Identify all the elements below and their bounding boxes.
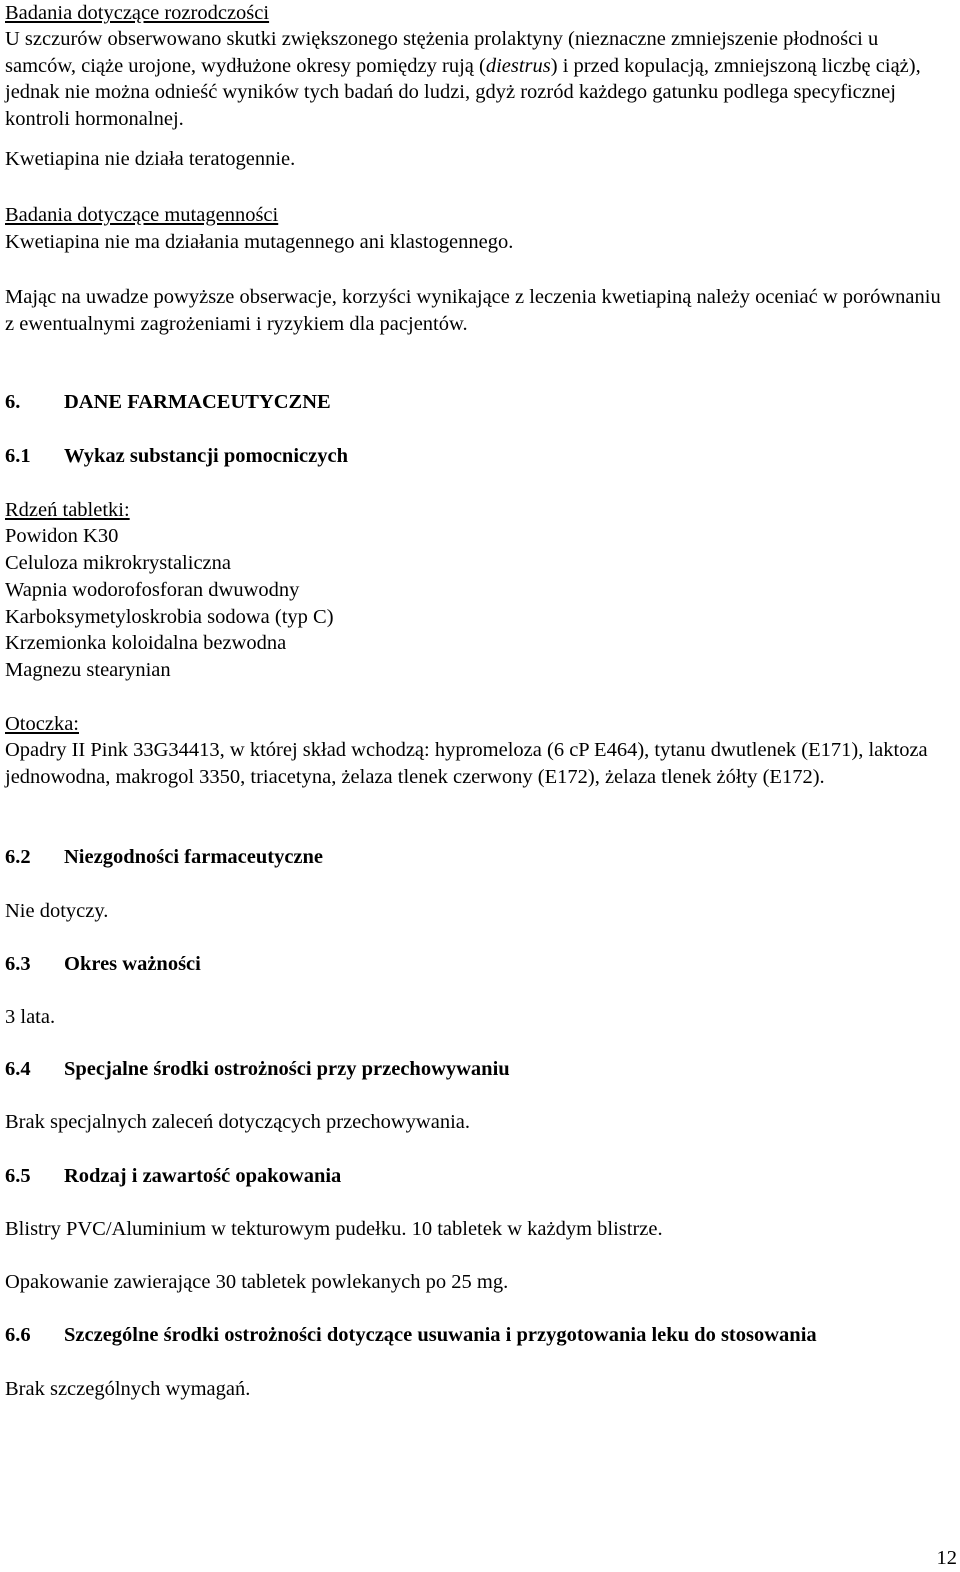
reproduction-italic-term: diestrus: [485, 54, 551, 77]
section-6-2-heading: [5, 844, 950, 871]
section-number: 6.4: [5, 1058, 31, 1080]
section-6-4-heading: [5, 1056, 950, 1083]
excipient-item: Powidon K30: [5, 525, 119, 547]
section-6-3-text: 3 lata.: [5, 1006, 56, 1028]
section-title: Niezgodności farmaceutyczne: [64, 846, 324, 868]
excipient-item: Celuloza mikrokrystaliczna: [5, 552, 231, 574]
section-number: 6.: [5, 391, 21, 413]
section-6-2-text: Nie dotyczy.: [5, 900, 109, 922]
section-title: Rodzaj i zawartość opakowania: [64, 1165, 342, 1187]
coat-label: Otoczka:: [5, 713, 79, 735]
section-6-4-text: Brak specjalnych zaleceń dotyczących przechowywania.: [5, 1111, 470, 1133]
section-6-3-heading: [5, 951, 950, 978]
section-title: Specjalne środki ostrożności przy przechowywaniu: [64, 1058, 510, 1080]
teratogen-paragraph: Kwetiapina nie działa teratogennie.: [5, 148, 296, 170]
section-6-5-text-1: Blistry PVC/Aluminium w tekturowym pudełku. 10 tabletek w każdym blistrze.: [5, 1218, 663, 1240]
excipient-item: Krzemionka koloidalna bezwodna: [5, 632, 287, 654]
section-title: Okres ważności: [64, 953, 201, 975]
section-title: Szczególne środki ostrożności dotyczące usuwania i przygotowania leku do stosowania: [64, 1324, 817, 1346]
section-number: 6.6: [5, 1324, 31, 1346]
section-title: Wykaz substancji pomocniczych: [64, 445, 348, 467]
section-6-heading: [5, 389, 950, 416]
section-6-6-text: Brak szczególnych wymagań.: [5, 1378, 251, 1400]
core-label: Rdzeń tabletki:: [5, 499, 130, 521]
mutagen-paragraph: Kwetiapina nie ma działania mutagennego ani klastogennego.: [5, 231, 514, 253]
section-title: DANE FARMACEUTYCZNE: [64, 391, 331, 413]
section-number: 6.3: [5, 953, 31, 975]
reproduction-heading: Badania dotyczące rozrodczości: [5, 2, 270, 24]
section-number: 6.5: [5, 1165, 31, 1187]
reproduction-text-end: ) i przed kopulacją, zmniejszoną liczbę ciąż), jednak nie można odnieść wyników tych badań do ludzi, gdyż rozród każdego gatunku podlega specyficznej kontroli hormonalnej.: [5, 54, 921, 130]
excipient-item: Wapnia wodorofosforan dwuwodny: [5, 579, 300, 601]
excipient-item: Magnezu stearynian: [5, 659, 171, 681]
section-6-6-heading: [5, 1322, 950, 1349]
section-number: 6.2: [5, 846, 31, 868]
section-6-5-heading: [5, 1163, 950, 1190]
section-6-1-heading: [5, 443, 950, 470]
page-number: 12: [936, 1547, 957, 1569]
mutagen-heading: Badania dotyczące mutagenności: [5, 204, 279, 226]
coat-paragraph: Opadry II Pink 33G34413, w której skład wchodzą: hypromeloza (6 cP E464), tytanu dwutlenek (E171), laktoza jednowodna, makrogol 3350, triacetyna, żelaza tlenek czerwony (E172), żelaza tlenek żółty (E172).: [5, 739, 928, 788]
section-number: 6.1: [5, 445, 31, 467]
excipient-item: Karboksymetyloskrobia sodowa (typ C): [5, 606, 334, 628]
reproduction-text-start: U szczurów obserwowano skutki zwiększonego stężenia prolaktyny (nieznaczne zmniejszenie płodności u samców, ciąże urojone, wydłużone okresy pomiędzy rują (: [5, 28, 879, 77]
conclusion-paragraph: Mając na uwadze powyższe obserwacje, korzyści wynikające z leczenia kwetiapiną należy oceniać w porównaniu z ewentualnymi zagrożeniami i ryzykiem dla pacjentów.: [5, 286, 941, 335]
reproduction-paragraph: [5, 26, 950, 132]
section-6-5-text-2: Opakowanie zawierające 30 tabletek powlekanych po 25 mg.: [5, 1271, 509, 1293]
